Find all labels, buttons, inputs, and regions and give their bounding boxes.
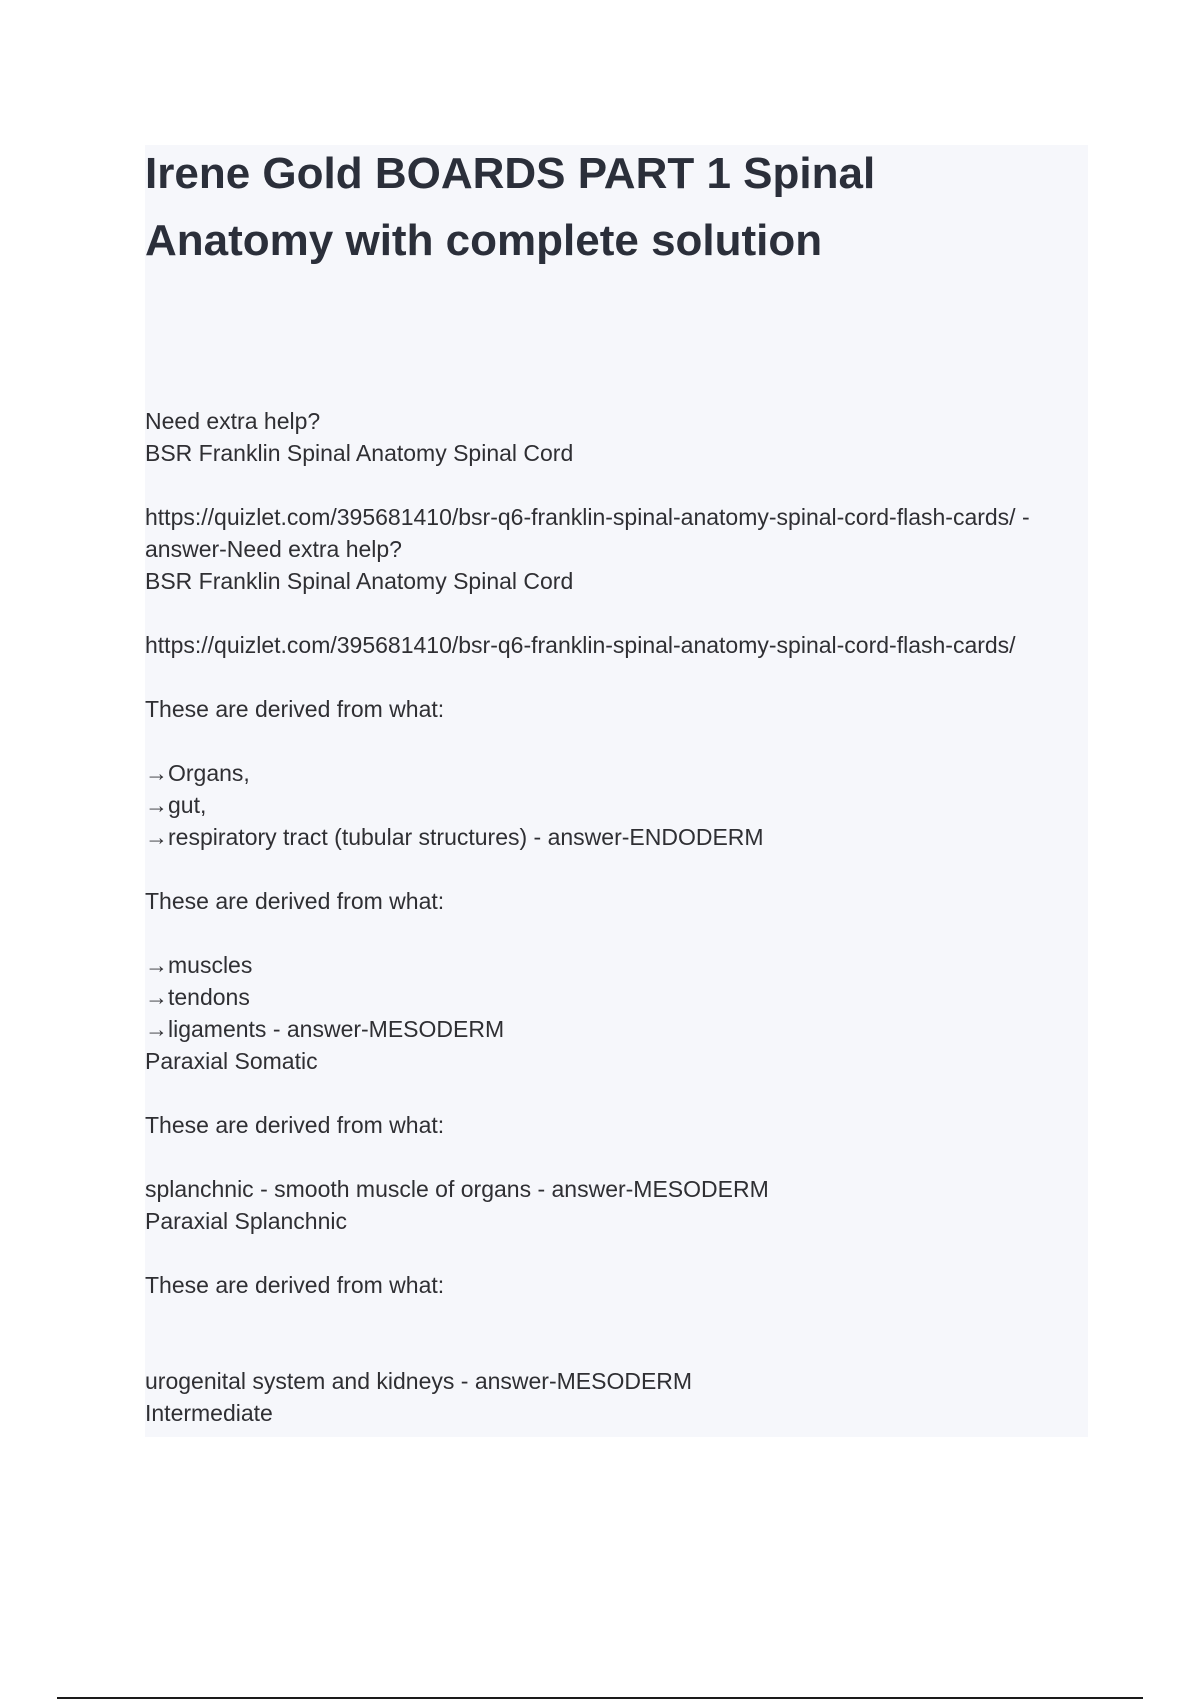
spacer — [145, 1077, 1088, 1109]
body-line: splanchnic - smooth muscle of organs - answer-MESODERM — [145, 1176, 769, 1202]
body-line: urogenital system and kidneys - answer-MESODERM — [145, 1368, 693, 1394]
spacer — [145, 725, 1088, 757]
spacer — [145, 917, 1088, 949]
body-line: answer-Need extra help? — [145, 536, 402, 562]
spacer — [145, 661, 1088, 693]
list-item: →muscles — [145, 952, 253, 978]
body-link-line: https://quizlet.com/395681410/bsr-q6-franklin-spinal-anatomy-spinal-cord-flash-cards/ — [145, 632, 1016, 658]
body-line: Paraxial Splanchnic — [145, 1208, 348, 1234]
list-item: →ligaments - answer-MESODERM — [145, 1016, 505, 1042]
body-line: BSR Franklin Spinal Anatomy Spinal Cord — [145, 440, 574, 466]
spacer — [145, 1237, 1088, 1269]
body-line: BSR Franklin Spinal Anatomy Spinal Cord — [145, 568, 574, 594]
spacer — [145, 1301, 1088, 1365]
question-line: These are derived from what: — [145, 888, 445, 914]
title-line-1: Irene Gold BOARDS PART 1 Spinal — [145, 149, 876, 198]
title-line-2: Anatomy with complete solution — [145, 216, 823, 265]
question-line: These are derived from what: — [145, 1272, 445, 1298]
spacer — [145, 469, 1088, 501]
body-line: Intermediate — [145, 1400, 273, 1426]
body-link-line: https://quizlet.com/395681410/bsr-q6-franklin-spinal-anatomy-spinal-cord-flash-cards/ - — [145, 504, 1030, 530]
spacer — [145, 853, 1088, 885]
list-item: →tendons — [145, 984, 250, 1010]
list-item: →gut, — [145, 792, 207, 818]
body-line: Paraxial Somatic — [145, 1048, 318, 1074]
spacer — [145, 597, 1088, 629]
question-line: These are derived from what: — [145, 1112, 445, 1138]
list-item: →respiratory tract (tubular structures) - answer-ENDODERM — [145, 824, 764, 850]
spacer — [145, 1141, 1088, 1173]
footer-divider — [57, 1697, 1143, 1699]
list-item: →Organs, — [145, 760, 250, 786]
body-line: Need extra help? — [145, 408, 321, 434]
question-line: These are derived from what: — [145, 696, 445, 722]
document-title — [145, 140, 1088, 274]
document-body — [145, 405, 1088, 1429]
